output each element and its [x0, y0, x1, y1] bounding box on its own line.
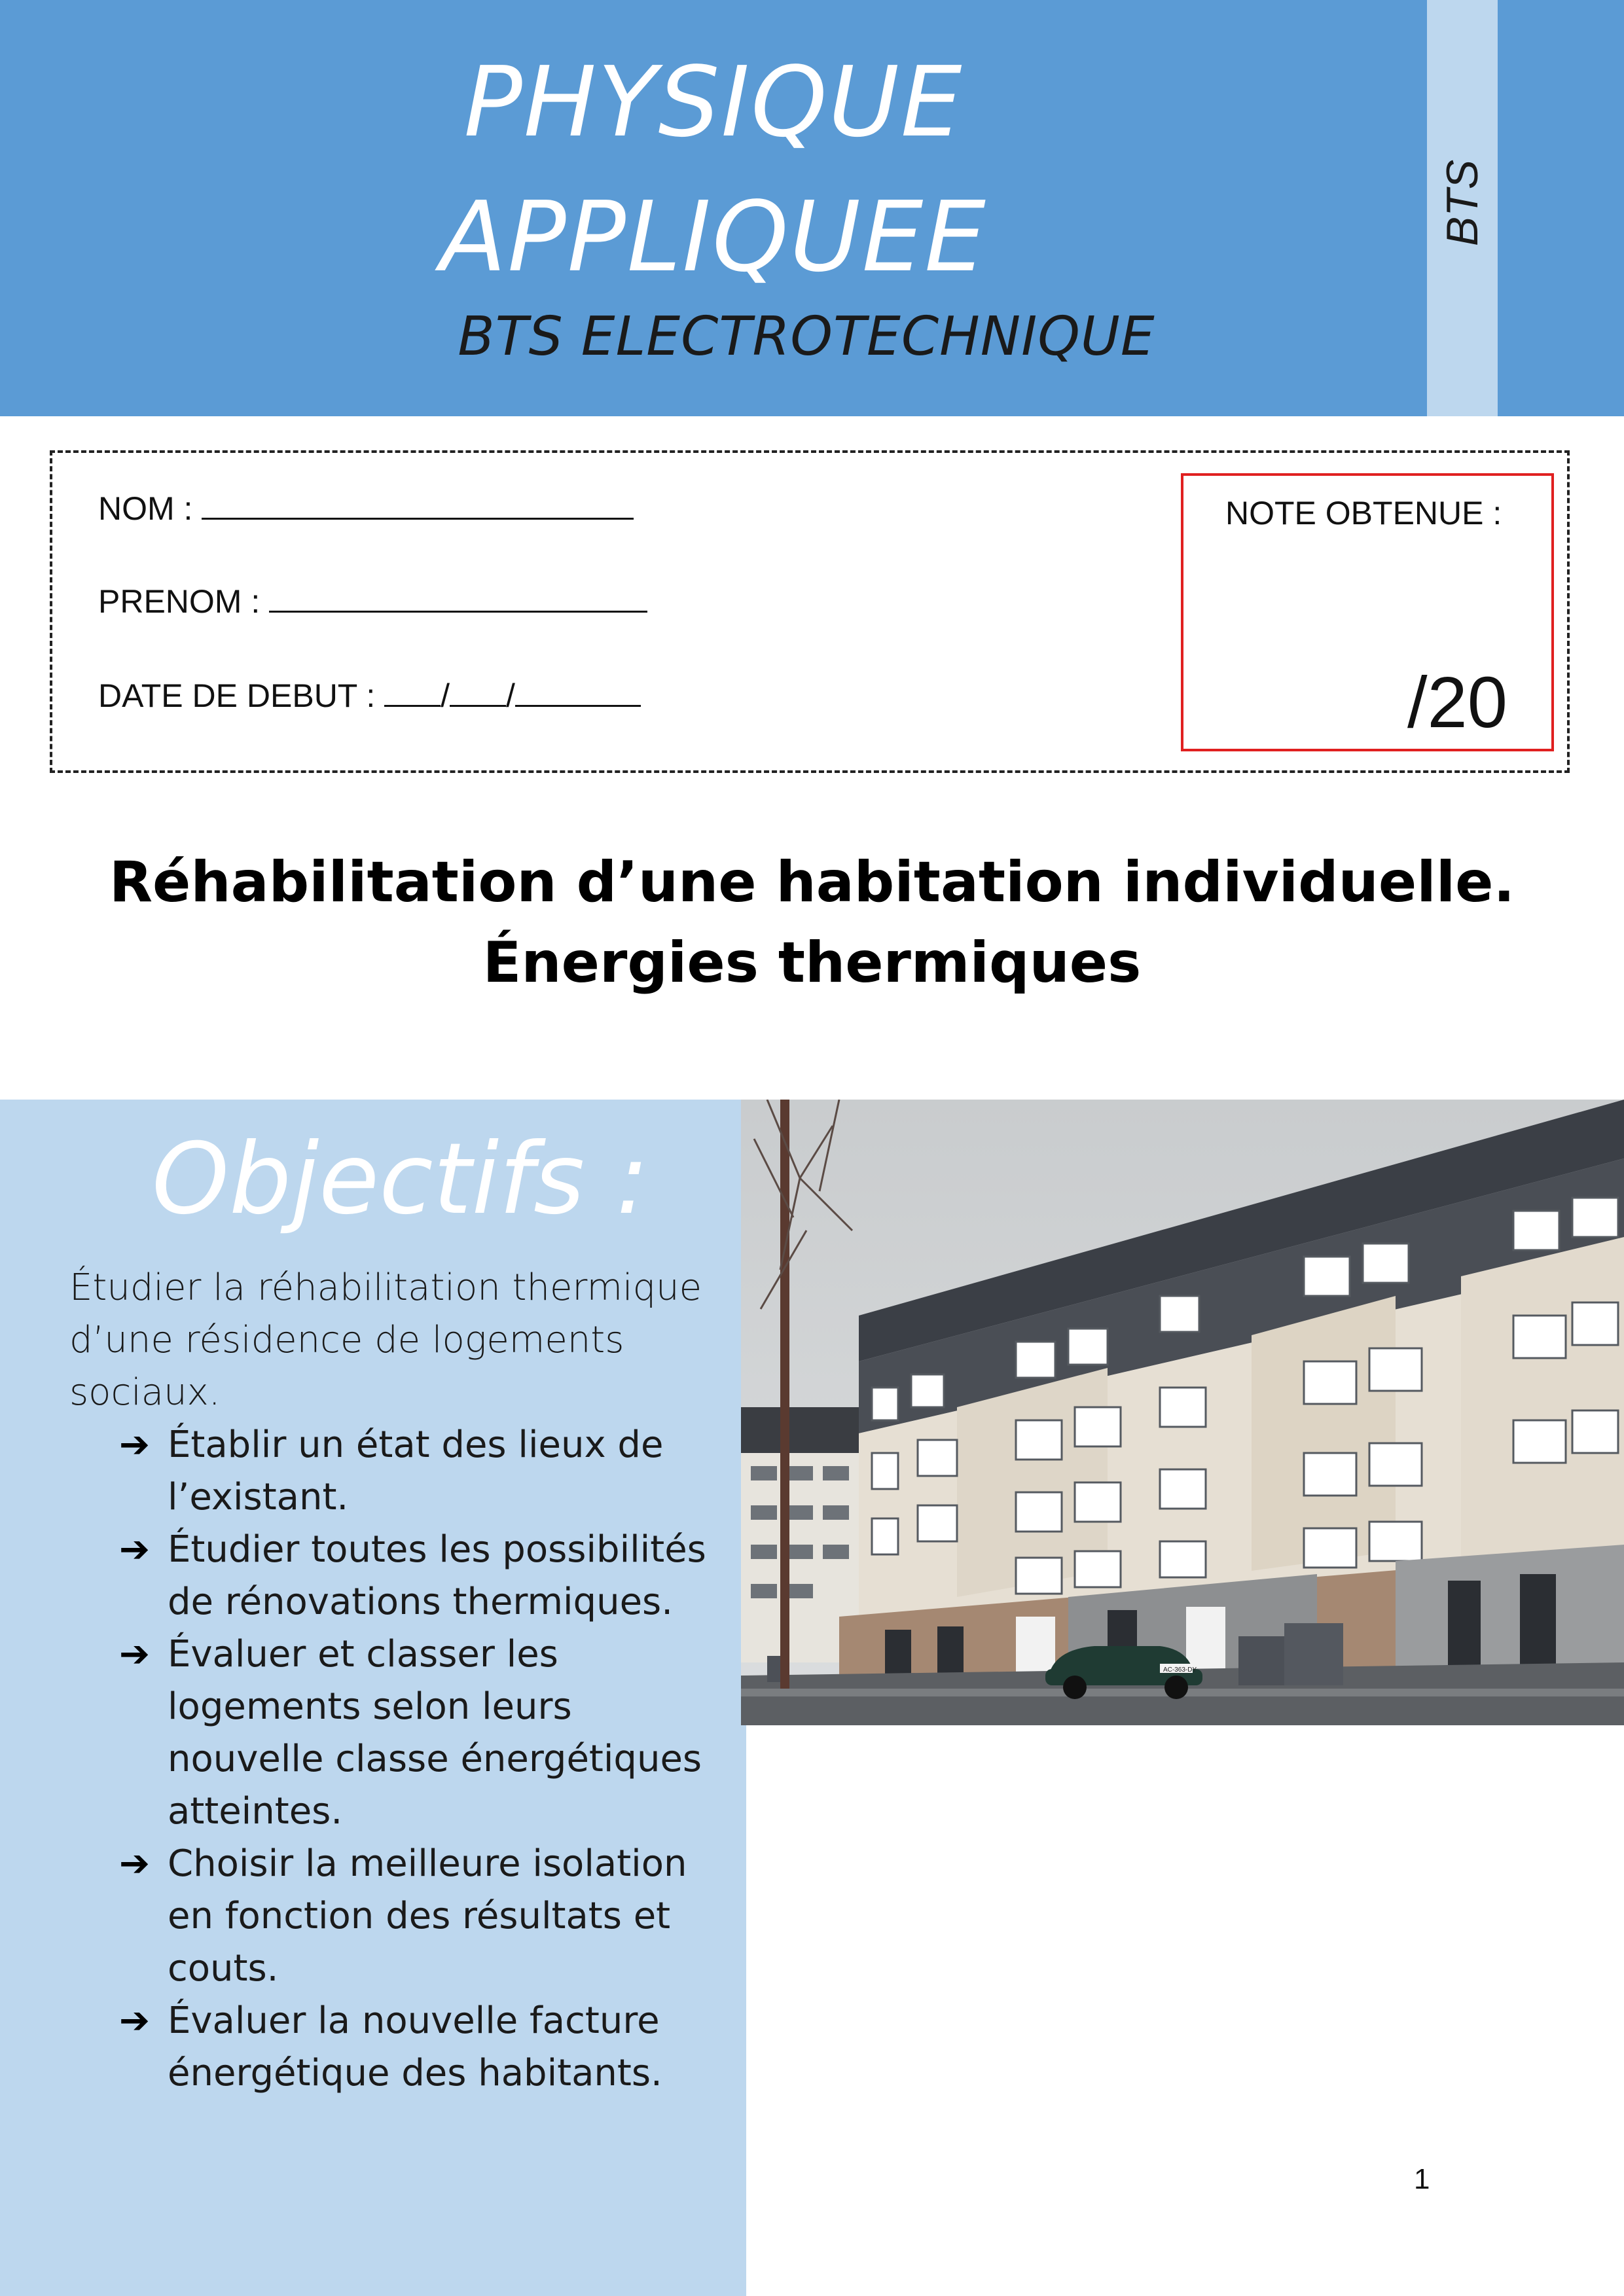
- arrow-right-icon: ➔: [119, 1633, 150, 1676]
- objective-text: Établir un état des lieux de l’existant.: [168, 1424, 664, 1518]
- date-year-blank[interactable]: [515, 679, 641, 707]
- header-subtitle-text: BTS ELECTROTECHNIQUE: [458, 306, 1155, 368]
- date-day-blank[interactable]: [384, 679, 441, 707]
- objectives-heading: Objectifs :: [152, 1122, 649, 1236]
- arrow-right-icon: ➔: [119, 1528, 150, 1571]
- list-item: [119, 1524, 708, 1628]
- main-title-line1: Réhabilitation d’une habitation individuelle.: [109, 850, 1515, 915]
- objective-text: Évaluer la nouvelle facture énergétique des habitants.: [168, 2000, 662, 2094]
- prenom-blank-line[interactable]: [269, 584, 647, 613]
- nom-blank-line[interactable]: [202, 492, 634, 520]
- objective-text: Choisir la meilleure isolation en fonction des résultats et couts.: [168, 1842, 687, 1990]
- date-field[interactable]: [98, 677, 641, 715]
- objective-text: Évaluer et classer les logements selon leurs nouvelle classe énergétiques atteintes.: [168, 1633, 702, 1833]
- list-item: [119, 1995, 708, 2100]
- arrow-right-icon: ➔: [119, 1842, 150, 1885]
- objective-text: Étudier toutes les possibilités de rénovations thermiques.: [168, 1528, 706, 1623]
- header-subtitle: [0, 306, 1623, 368]
- side-tab-label: BTS: [1437, 159, 1487, 247]
- list-item: [119, 1419, 708, 1524]
- date-separator: /: [506, 677, 515, 714]
- date-month-blank[interactable]: [450, 679, 506, 707]
- header-title-line1: PHYSIQUE: [463, 46, 964, 158]
- date-label: DATE DE DEBUT :: [98, 677, 376, 714]
- date-separator: /: [441, 677, 450, 714]
- prenom-field[interactable]: [98, 583, 647, 620]
- grade-max: /20: [1407, 662, 1507, 743]
- objectives-list: [119, 1419, 708, 2100]
- car-plate-text: AC-363-DY: [1163, 1666, 1197, 1674]
- building-photo: [741, 1100, 1624, 1725]
- list-item: [119, 1628, 708, 1838]
- arrow-right-icon: ➔: [119, 2000, 150, 2042]
- header-title-line2: APPLIQUEE: [440, 181, 987, 293]
- nom-label: NOM :: [98, 490, 193, 527]
- main-title-line2: Énergies thermiques: [482, 930, 1142, 996]
- page-number: 1: [1414, 2163, 1430, 2195]
- prenom-label: PRENOM :: [98, 583, 261, 620]
- grade-label: NOTE OBTENUE :: [1225, 495, 1502, 531]
- list-item: [119, 1838, 708, 1995]
- arrow-right-icon: ➔: [119, 1424, 150, 1466]
- objectives-intro: Étudier la réhabilitation thermique d’une résidence de logements sociaux.: [69, 1266, 702, 1414]
- nom-field[interactable]: [98, 490, 634, 528]
